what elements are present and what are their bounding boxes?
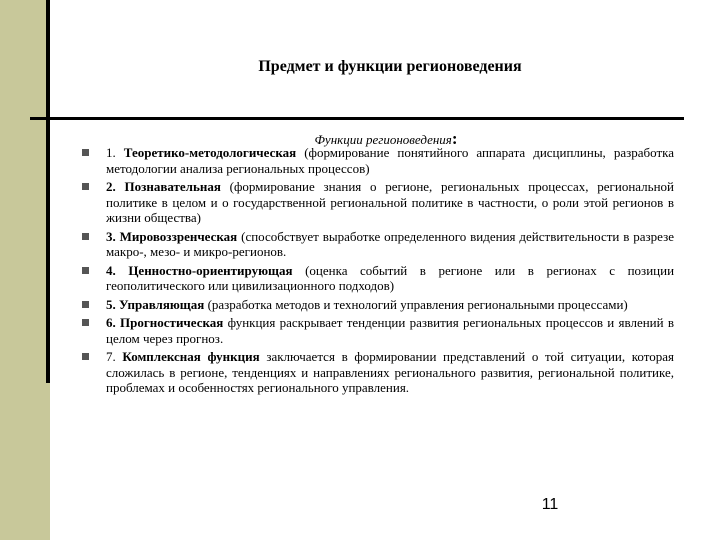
list-item: [80, 179, 674, 226]
subheading-text: Функции регионоведения: [314, 132, 452, 147]
side-rule-lower: [46, 383, 50, 540]
function-description: заключается в формировании представлений о той ситуации, которая сложилась в регионе, тенденциях и направлениях регионального развития, региональной политике, проблемах и особенностях регионального управления.: [106, 349, 675, 395]
function-name: Управляющая: [119, 296, 205, 312]
square-bullet-icon: [82, 353, 89, 360]
side-band: [0, 0, 46, 540]
square-bullet-icon: [82, 319, 89, 326]
square-bullet-icon: [82, 267, 89, 274]
list-item: [80, 315, 674, 346]
slide-title: Предмет и функции регионоведения: [258, 58, 522, 75]
item-number: 3.: [106, 228, 116, 244]
functions-list: [80, 145, 674, 399]
page-number: 11: [541, 496, 559, 513]
list-item: [80, 229, 674, 260]
function-description: (оценка событий в регионе или в регионах с позиции геополитического или цивилизационного подходов): [106, 262, 675, 293]
list-item: [80, 349, 674, 396]
list-item: [80, 297, 674, 313]
square-bullet-icon: [82, 183, 89, 190]
subheading-colon: :: [451, 129, 458, 148]
title-divider: [30, 117, 684, 120]
item-number: 4.: [106, 262, 116, 278]
function-description: (разработка методов и технологий управления региональными процессами): [207, 296, 628, 312]
square-bullet-icon: [82, 301, 89, 308]
function-name: Мировоззренческая: [119, 228, 238, 244]
function-name: Теоретико-методологическая: [123, 145, 297, 160]
list-item: [80, 145, 674, 176]
side-rule: [46, 0, 50, 383]
item-number: 5.: [106, 296, 116, 312]
item-number: 7.: [106, 349, 116, 364]
square-bullet-icon: [82, 149, 89, 156]
item-number: 2.: [106, 179, 116, 194]
function-description: функция раскрывает тенденции развития региональных процессов и явлений в целом через прогноз.: [106, 315, 675, 346]
item-number: 1.: [106, 145, 116, 160]
square-bullet-icon: [82, 233, 89, 240]
function-name: Познавательная: [124, 179, 221, 194]
function-name: Прогностическая: [120, 315, 224, 330]
function-description: (способствует выработке определенного видения действительности в разрезе макро-, мезо- и микро-регионов.: [106, 228, 675, 259]
function-description: (формирование знания о регионе, региональных процессах, региональной политике в целом и о государственной региональной политике в частности, о роли этой регионов в жизни общества): [106, 179, 675, 225]
function-name: Ценностно-ориентирующая: [128, 262, 293, 278]
function-description: (формирование понятийного аппарата дисциплины, разработка методологии анализа региональных процессов): [106, 145, 675, 176]
item-number: 6.: [106, 315, 116, 330]
function-name: Комплексная функция: [122, 349, 260, 364]
list-item: [80, 263, 674, 294]
